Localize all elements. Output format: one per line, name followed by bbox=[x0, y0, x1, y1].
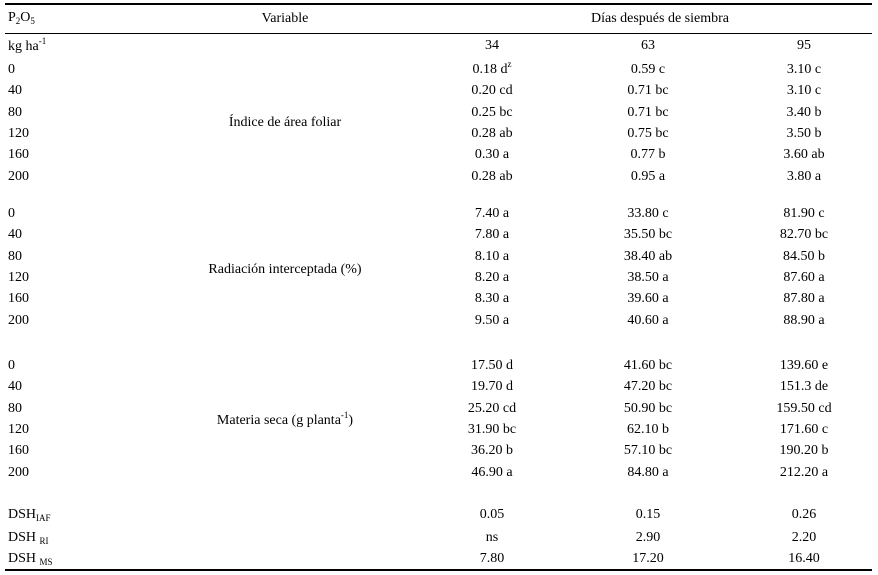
value-cell-day34: 8.30 a bbox=[474, 291, 510, 306]
value-cell-day34: 17.50 d bbox=[471, 358, 513, 373]
value-cell-day95: 190.20 b bbox=[779, 443, 829, 458]
value-cell-day63: 39.60 a bbox=[627, 291, 669, 306]
value-cell-day95: 87.60 a bbox=[783, 270, 825, 285]
value-cell-day95: 87.80 a bbox=[783, 291, 825, 306]
value-cell-day34: 19.70 d bbox=[471, 379, 513, 394]
bottom-rule bbox=[5, 569, 872, 571]
dsh-value-d63: 17.20 bbox=[632, 551, 664, 566]
value-cell-day95: 3.80 a bbox=[786, 169, 822, 184]
dsh-value-d95: 16.40 bbox=[788, 551, 820, 566]
value-cell-day95: 3.40 b bbox=[786, 105, 822, 120]
header-p2o5: $P_2O_5$ bbox=[8, 10, 35, 26]
dose-cell: 80 bbox=[8, 105, 22, 120]
dsh-value-d95: 2.20 bbox=[791, 530, 817, 545]
value-cell-day34: 0.28 ab bbox=[471, 169, 513, 184]
dose-cell: 120 bbox=[8, 126, 29, 141]
value-cell-day95: 171.60 c bbox=[779, 422, 829, 437]
value-cell-day95: 3.10 c bbox=[786, 83, 822, 98]
value-cell-day63: 0.77 b bbox=[630, 147, 666, 162]
value-cell-day34: 36.20 b bbox=[471, 443, 513, 458]
value-cell-day95: 3.60 ab bbox=[783, 147, 825, 162]
value-cell-day63: 0.75 bc bbox=[627, 126, 669, 141]
dsh-label: $DSH_{IAF}$ bbox=[8, 507, 51, 523]
value-cell-day63: 47.20 bc bbox=[623, 379, 673, 394]
header-variable: Variable bbox=[261, 11, 309, 26]
dsh-label: DSH $_{MS}$ bbox=[8, 551, 53, 567]
dsh-label: DSH $_{RI}$ bbox=[8, 530, 49, 546]
value-cell-day63: 40.60 a bbox=[627, 313, 669, 328]
value-cell-day63: 0.59 c bbox=[630, 62, 666, 77]
top-rule bbox=[5, 3, 872, 5]
value-cell-day34: 31.90 bc bbox=[467, 422, 517, 437]
dsh-value-d34: 0.05 bbox=[479, 507, 505, 522]
value-cell-day95: 84.50 b bbox=[783, 249, 825, 264]
dose-cell: 40 bbox=[8, 83, 22, 98]
value-cell-day63: 38.40 ab bbox=[623, 249, 673, 264]
value-cell-day95: 139.60 e bbox=[779, 358, 829, 373]
value-cell-day34: 8.10 a bbox=[474, 249, 510, 264]
variable-label: Materia seca (g planta$^{-1}$) bbox=[216, 410, 354, 428]
value-cell-day63: 84.80 a bbox=[627, 465, 669, 480]
variable-label: Radiación interceptada (%) bbox=[208, 262, 362, 277]
value-cell-day95: 81.90 c bbox=[783, 206, 825, 221]
value-cell-day34: 0.18 $d^z$ bbox=[472, 59, 512, 77]
value-cell-day63: 57.10 bc bbox=[623, 443, 673, 458]
value-cell-day63: 50.90 bc bbox=[623, 401, 673, 416]
value-cell-day34: 7.80 a bbox=[474, 227, 510, 242]
value-cell-day95: 88.90 a bbox=[783, 313, 825, 328]
value-cell-day63: 0.95 a bbox=[630, 169, 666, 184]
day-34: 34 bbox=[485, 38, 499, 53]
value-cell-day95: 3.10 c bbox=[786, 62, 822, 77]
dose-cell: 40 bbox=[8, 227, 22, 242]
value-cell-day63: 38.50 a bbox=[627, 270, 669, 285]
value-cell-day63: 41.60 bc bbox=[623, 358, 673, 373]
value-cell-day63: 62.10 b bbox=[627, 422, 669, 437]
value-cell-day63: 35.50 bc bbox=[623, 227, 673, 242]
dsh-value-d34: ns bbox=[485, 530, 499, 545]
variable-label: Índice de área foliar bbox=[228, 115, 342, 130]
dsh-value-d63: 2.90 bbox=[635, 530, 661, 545]
dose-cell: 200 bbox=[8, 169, 29, 184]
day-63: 63 bbox=[641, 38, 655, 53]
dose-cell: 0 bbox=[8, 358, 15, 373]
value-cell-day95: 159.50 cd bbox=[776, 401, 832, 416]
dose-cell: 160 bbox=[8, 147, 29, 162]
value-cell-day95: 151.3 de bbox=[779, 379, 829, 394]
dose-cell: 200 bbox=[8, 313, 29, 328]
value-cell-day34: 0.30 a bbox=[474, 147, 510, 162]
value-cell-day95: 3.50 b bbox=[786, 126, 822, 141]
value-cell-day63: 0.71 bc bbox=[627, 83, 669, 98]
dsh-value-d63: 0.15 bbox=[635, 507, 661, 522]
day-95: 95 bbox=[797, 38, 811, 53]
dose-cell: 120 bbox=[8, 422, 29, 437]
dose-cell: 80 bbox=[8, 249, 22, 264]
value-cell-day34: 9.50 a bbox=[474, 313, 510, 328]
header-rule bbox=[5, 33, 872, 34]
dose-cell: 160 bbox=[8, 291, 29, 306]
dsh-value-d34: 7.80 bbox=[479, 551, 505, 566]
value-cell-day34: 0.28 ab bbox=[471, 126, 513, 141]
dose-cell: 160 bbox=[8, 443, 29, 458]
unit-label: kg $ha^{-1}$ bbox=[8, 36, 47, 54]
value-cell-day34: 46.90 a bbox=[471, 465, 513, 480]
value-cell-day34: 7.40 a bbox=[474, 206, 510, 221]
dose-cell: 200 bbox=[8, 465, 29, 480]
dose-cell: 80 bbox=[8, 401, 22, 416]
dose-cell: 0 bbox=[8, 206, 15, 221]
dsh-value-d95: 0.26 bbox=[791, 507, 817, 522]
value-cell-day63: 0.71 bc bbox=[627, 105, 669, 120]
value-cell-day34: 0.20 cd bbox=[471, 83, 513, 98]
dose-cell: 120 bbox=[8, 270, 29, 285]
header-days: Días después de siembra bbox=[590, 11, 730, 26]
value-cell-day63: 33.80 c bbox=[627, 206, 669, 221]
value-cell-day34: 0.25 bc bbox=[471, 105, 513, 120]
value-cell-day34: 8.20 a bbox=[474, 270, 510, 285]
value-cell-day34: 25.20 cd bbox=[467, 401, 517, 416]
value-cell-day95: 212.20 a bbox=[779, 465, 829, 480]
dose-cell: 0 bbox=[8, 62, 15, 77]
dose-cell: 40 bbox=[8, 379, 22, 394]
value-cell-day95: 82.70 bc bbox=[779, 227, 829, 242]
